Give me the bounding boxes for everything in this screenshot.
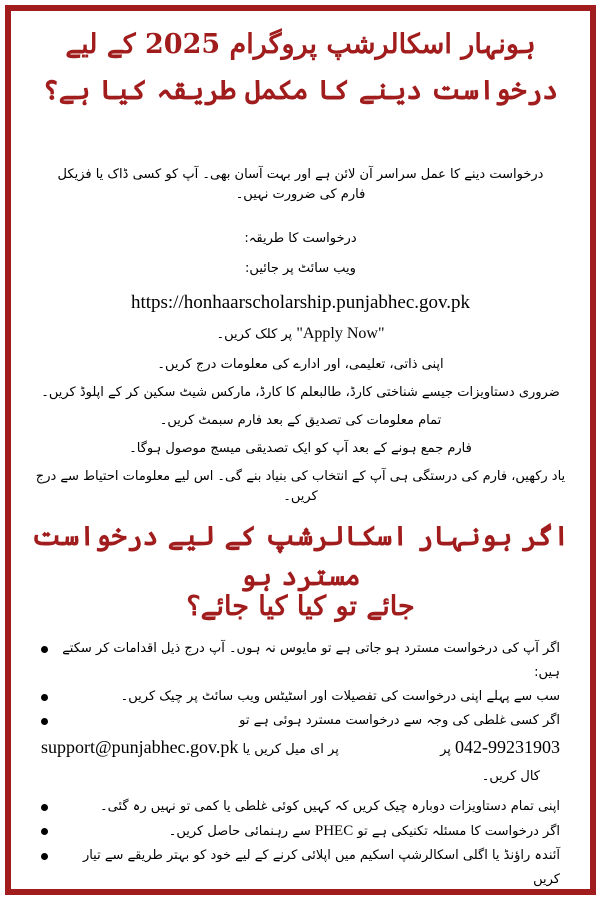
rejection-steps-list-bottom [41, 795, 560, 892]
list-item-text: سب سے پہلے اپنی درخواست کی تفصیلات اور اسٹیٹس ویب سائٹ پر چیک کریں۔ [120, 689, 560, 704]
article [11, 11, 590, 889]
phone-suffix: پر [440, 742, 451, 757]
phec-label: PHEC [314, 823, 354, 839]
list-item [41, 795, 560, 819]
list-item [41, 819, 560, 844]
bullet-dot [41, 828, 48, 835]
list-item [41, 685, 560, 709]
step-upload-documents: ضروری دستاویزات جیسے شناختی کارڈ، طالبعلم کا کارڈ، مارکس شیٹ سکین کر کے اپلوڈ کریں۔ [41, 385, 560, 400]
bullet-dot [41, 718, 48, 725]
support-phone[interactable]: 042-99231903 [455, 737, 560, 757]
bullet-dot [41, 646, 48, 653]
apply-now-text: "Apply Now" [296, 325, 385, 342]
page-title-line-2: درخواست دینے کا مکمل طریقہ کیا ہے؟ [42, 75, 559, 106]
call-text: کال کریں۔ [481, 769, 540, 784]
step-confirmation: فارم جمع ہونے کے بعد آپ کو ایک تصدیقی میسج موصول ہوگا۔ [129, 441, 472, 456]
list-item-text: اپنی تمام دستاویزات دوبارہ چیک کریں کہ کہیں کوئی غلطی یا کمی تو نہیں رہ گئی۔ [100, 799, 560, 814]
list-item-text [169, 824, 560, 839]
website-url[interactable]: https://honhaarscholarship.punjabhec.gov.pk [130, 292, 471, 313]
bullet-dot [41, 804, 48, 811]
page-frame [5, 5, 596, 895]
accuracy-note: یاد رکھیں، فارم کی درستگی ہی آپ کے انتخاب کی بنیاد بنے گی۔ اس لیے معلومات احتیاط سے درج کریں۔ [35, 469, 566, 504]
intro-paragraph: درخواست دینے کا عمل سراسر آن لائن ہے اور بہت آسان بھی۔ آپ کو کسی ڈاک یا فزیکل فارم کی ضرورت نہیں۔ [57, 167, 544, 202]
apply-now-suffix: پر کلک کریں۔ [216, 327, 293, 342]
phec-prefix: اگر درخواست کا مسئلہ تکنیکی ہے تو [357, 824, 560, 839]
list-item-text: اگر آپ کی درخواست مسترد ہو جاتی ہے تو مایوس نہ ہوں۔ آپ درج ذیل اقدامات کر سکتے ہیں: [62, 641, 560, 680]
step-submit-form: تمام معلومات کی تصدیق کے بعد فارم سبمٹ کریں۔ [159, 413, 442, 428]
support-email-line [41, 735, 339, 762]
list-item [41, 709, 560, 733]
list-item [41, 844, 560, 892]
list-item-text: اگر کسی غلطی کی وجہ سے درخواست مسترد ہوئی ہے تو [239, 713, 560, 728]
visit-label: ویب سائٹ پر جائیں: [245, 261, 356, 276]
method-label: درخواست کا طریقہ: [244, 231, 357, 246]
phec-suffix: سے رہنمائی حاصل کریں۔ [168, 824, 311, 839]
bullet-dot [41, 694, 48, 701]
email-mid-text: پر ای میل کریں یا [242, 742, 339, 757]
bullet-dot [41, 853, 48, 860]
support-email[interactable]: support@punjabhec.gov.pk [41, 737, 239, 757]
rejection-steps-list-top [41, 637, 560, 733]
list-item [41, 637, 560, 685]
step-personal-info: اپنی ذاتی، تعلیمی، اور ادارے کی معلومات درج کریں۔ [157, 357, 444, 372]
page-title-line-1: ہونہار اسکالرشپ پروگرام 2025 کے لیے [65, 29, 536, 60]
list-item-text: آئندہ راؤنڈ یا اگلی اسکالرشپ اسکیم میں اپلائی کرنے کے لیے خود کو بہتر طریقے سے تیار کریں [82, 848, 560, 887]
rejection-heading-line-2: جائے تو کیا کیا جائے؟ [186, 591, 415, 622]
apply-now-step [31, 323, 570, 346]
rejection-heading-line-1: اگر ہونہار اسکالرشپ کے لیے درخواست مسترد ہو [31, 521, 570, 592]
